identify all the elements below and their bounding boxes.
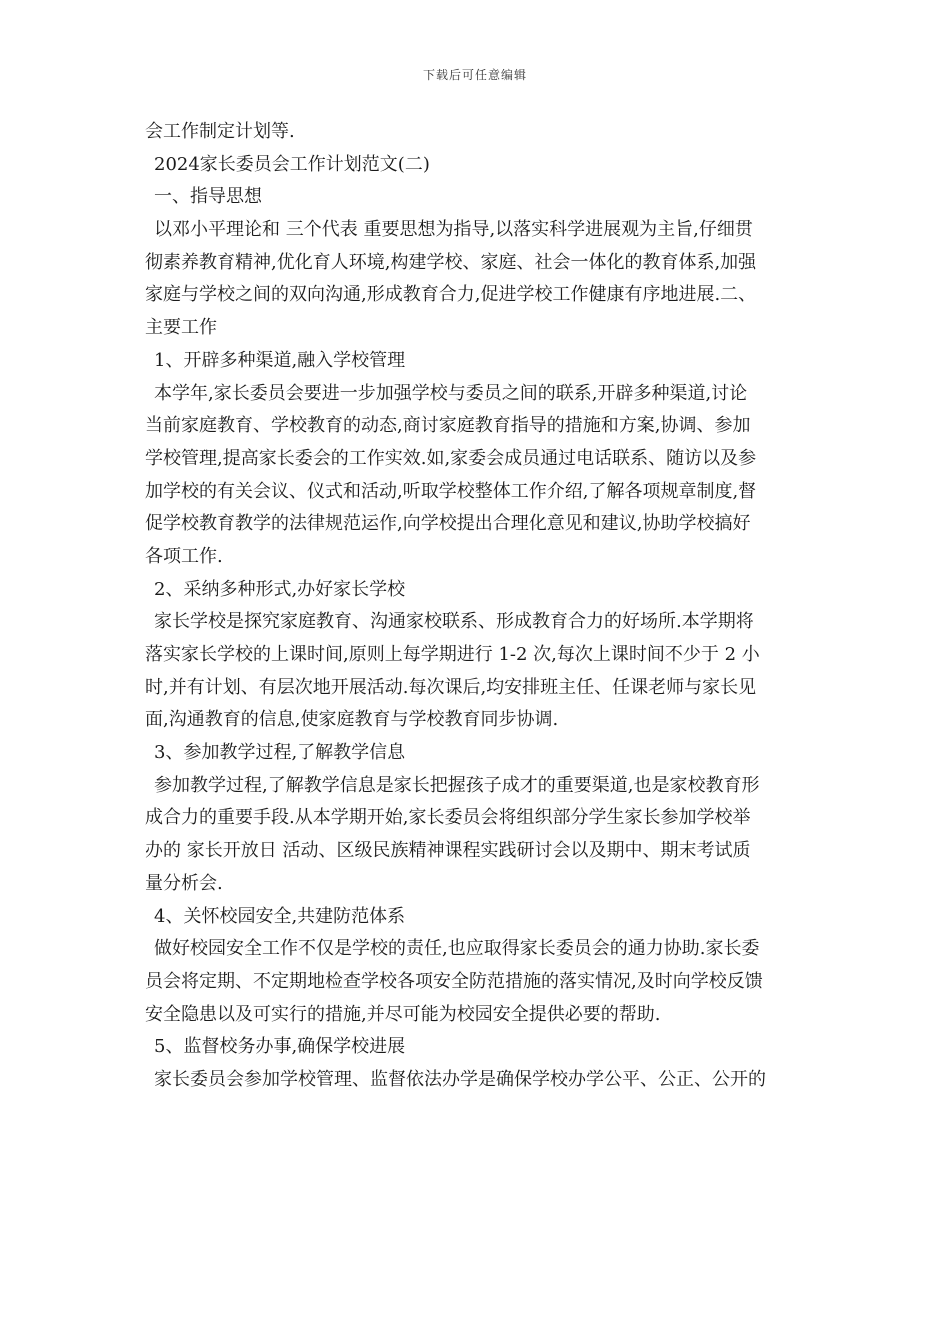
text-line: 本学年,家长委员会要进一步加强学校与委员之间的联系,开辟多种渠道,讨论 bbox=[154, 382, 748, 404]
text-line: 办的 家长开放日 活动、区级民族精神课程实践研讨会以及期中、期末考试质 bbox=[145, 840, 751, 862]
document-body bbox=[145, 116, 807, 1097]
text-line: 各项工作. bbox=[145, 545, 223, 567]
text-line: 时,并有计划、有层次地开展活动.每次课后,均安排班主任、任课老师与家长见 bbox=[145, 676, 757, 698]
text-line: 5、监督校务办事,确保学校进展 bbox=[154, 1036, 406, 1058]
text-line: 会工作制定计划等. bbox=[145, 121, 295, 142]
text-line: 面,沟通教育的信息,使家庭教育与学校教育同步协调. bbox=[145, 709, 559, 731]
text-line: 参加教学过程,了解教学信息是家长把握孩子成才的重要渠道,也是家校教育形 bbox=[154, 774, 760, 796]
text-line: 促学校教育教学的法律规范运作,向学校提出合理化意见和建议,协助学校搞好 bbox=[145, 513, 751, 535]
text-line: 安全隐患以及可实行的措施,并尽可能为校园安全提供必要的帮助. bbox=[145, 1003, 661, 1025]
text-line: 当前家庭教育、学校教育的动态,商讨家庭教育指导的措施和方案,协调、参加 bbox=[145, 415, 751, 437]
text-line: 做好校园安全工作不仅是学校的责任,也应取得家长委员会的通力协助.家长委 bbox=[154, 938, 760, 960]
text-line: 2024家长委员会工作计划范文(二) bbox=[154, 153, 430, 175]
text-line: 2、采纳多种形式,办好家长学校 bbox=[154, 578, 406, 600]
text-line: 一、指导思想 bbox=[154, 186, 262, 208]
text-line: 主要工作 bbox=[145, 317, 217, 339]
text-line: 员会将定期、不定期地检查学校各项安全防范措施的落实情况,及时向学校反馈 bbox=[145, 970, 763, 992]
text-line: 成合力的重要手段.从本学期开始,家长委员会将组织部分学生家长参加学校举 bbox=[145, 807, 751, 829]
text-line: 家长学校是探究家庭教育、沟通家校联系、形成教育合力的好场所.本学期将 bbox=[154, 611, 754, 633]
text-line: 加学校的有关会议、仪式和活动,听取学校整体工作介绍,了解各项规章制度,督 bbox=[145, 480, 757, 502]
text-line: 彻素养教育精神,优化育人环境,构建学校、家庭、社会一体化的教育体系,加强 bbox=[145, 251, 757, 273]
text-line: 家长委员会参加学校管理、监督依法办学是确保学校办学公平、公正、公开的 bbox=[154, 1068, 766, 1090]
text-line: 4、关怀校园安全,共建防范体系 bbox=[154, 905, 406, 927]
page-header: 下载后可任意编辑 bbox=[422, 68, 527, 82]
text-line: 家庭与学校之间的双向沟通,形成教育合力,促进学校工作健康有序地进展.二、 bbox=[145, 284, 757, 306]
text-line: 以邓小平理论和 三个代表 重要思想为指导,以落实科学进展观为主旨,仔细贯 bbox=[154, 219, 753, 241]
text-line: 1、开辟多种渠道,融入学校管理 bbox=[154, 349, 406, 371]
text-line: 学校管理,提高家长委会的工作实效.如,家委会成员通过电话联系、随访以及参 bbox=[145, 447, 757, 469]
text-line: 3、参加教学过程,了解教学信息 bbox=[154, 742, 406, 764]
text-line: 量分析会. bbox=[145, 872, 223, 894]
text-line: 落实家长学校的上课时间,原则上每学期进行 1-2 次,每次上课时间不少于 2 小 bbox=[145, 644, 760, 665]
